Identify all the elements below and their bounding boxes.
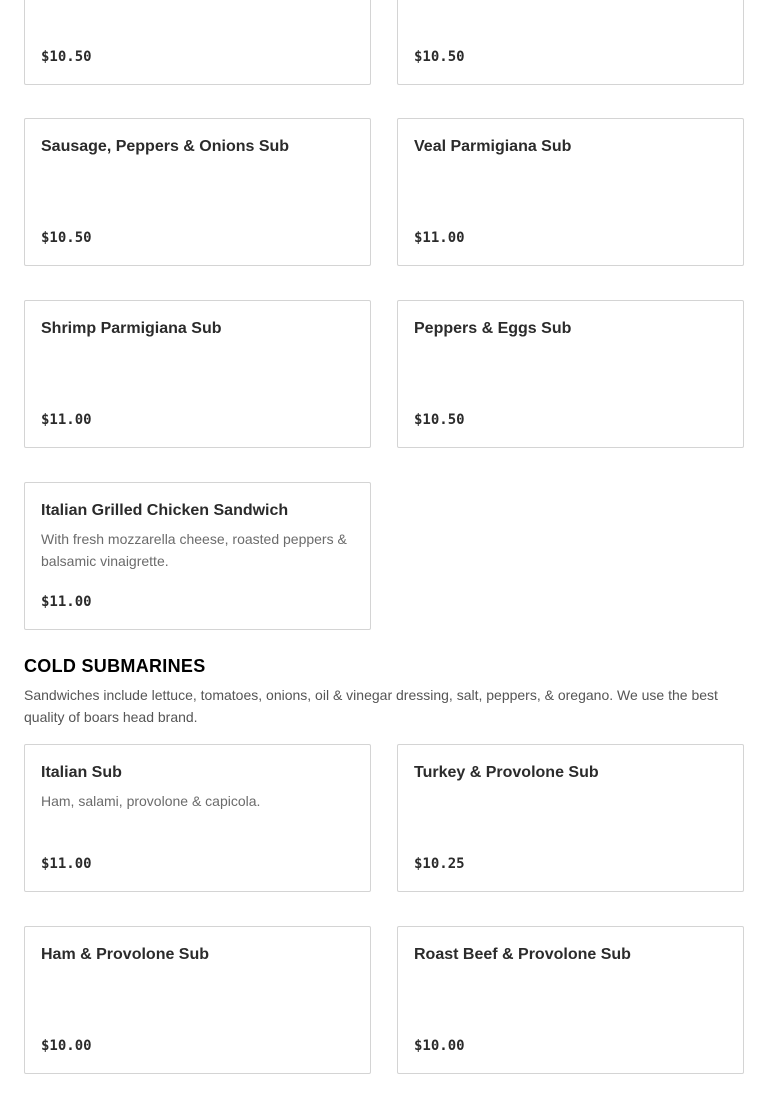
menu-item-card[interactable] [24, 300, 371, 448]
item-price: $10.50 [414, 412, 465, 428]
item-price: $10.50 [41, 230, 92, 246]
menu-item-card[interactable] [397, 118, 744, 266]
item-name: Shrimp Parmigiana Sub [41, 320, 222, 337]
item-price: $10.50 [414, 49, 465, 65]
menu-item-card[interactable] [397, 744, 744, 892]
menu-item-card[interactable] [24, 744, 371, 892]
menu-item-card[interactable] [24, 482, 371, 630]
item-description: Ham, salami, provolone & capicola. [41, 793, 261, 809]
menu-item-card[interactable] [24, 0, 371, 85]
item-name: Turkey & Provolone Sub [414, 764, 599, 781]
item-price: $11.00 [414, 230, 465, 246]
section-title: COLD SUBMARINES [24, 656, 206, 676]
section-description: Sandwiches include lettuce, tomatoes, onions, oil & vinegar dressing, salt, peppers, & oregano. We use the best quality of boars head brand. [24, 687, 718, 725]
item-name: Ham & Provolone Sub [41, 946, 210, 963]
item-price: $11.00 [41, 856, 92, 872]
item-price: $10.00 [41, 1038, 92, 1054]
menu-item-card[interactable] [397, 300, 744, 448]
menu-item-card[interactable] [24, 926, 371, 1074]
item-price: $10.00 [414, 1038, 465, 1054]
item-name: Peppers & Eggs Sub [414, 320, 572, 337]
item-price: $10.50 [41, 49, 92, 65]
menu-item-card[interactable] [397, 926, 744, 1074]
item-name: Sausage, Peppers & Onions Sub [41, 138, 290, 155]
item-name: Roast Beef & Provolone Sub [414, 946, 631, 963]
item-name: Veal Parmigiana Sub [414, 138, 572, 155]
menu-item-card[interactable] [397, 0, 744, 85]
item-price: $11.00 [41, 412, 92, 428]
menu-item-card[interactable] [24, 118, 371, 266]
item-price: $11.00 [41, 594, 92, 610]
item-price: $10.25 [414, 856, 465, 872]
item-name: Italian Sub [41, 764, 122, 781]
item-name: Italian Grilled Chicken Sandwich [41, 502, 289, 519]
item-description: With fresh mozzarella cheese, roasted peppers & balsamic vinaigrette. [41, 531, 347, 569]
